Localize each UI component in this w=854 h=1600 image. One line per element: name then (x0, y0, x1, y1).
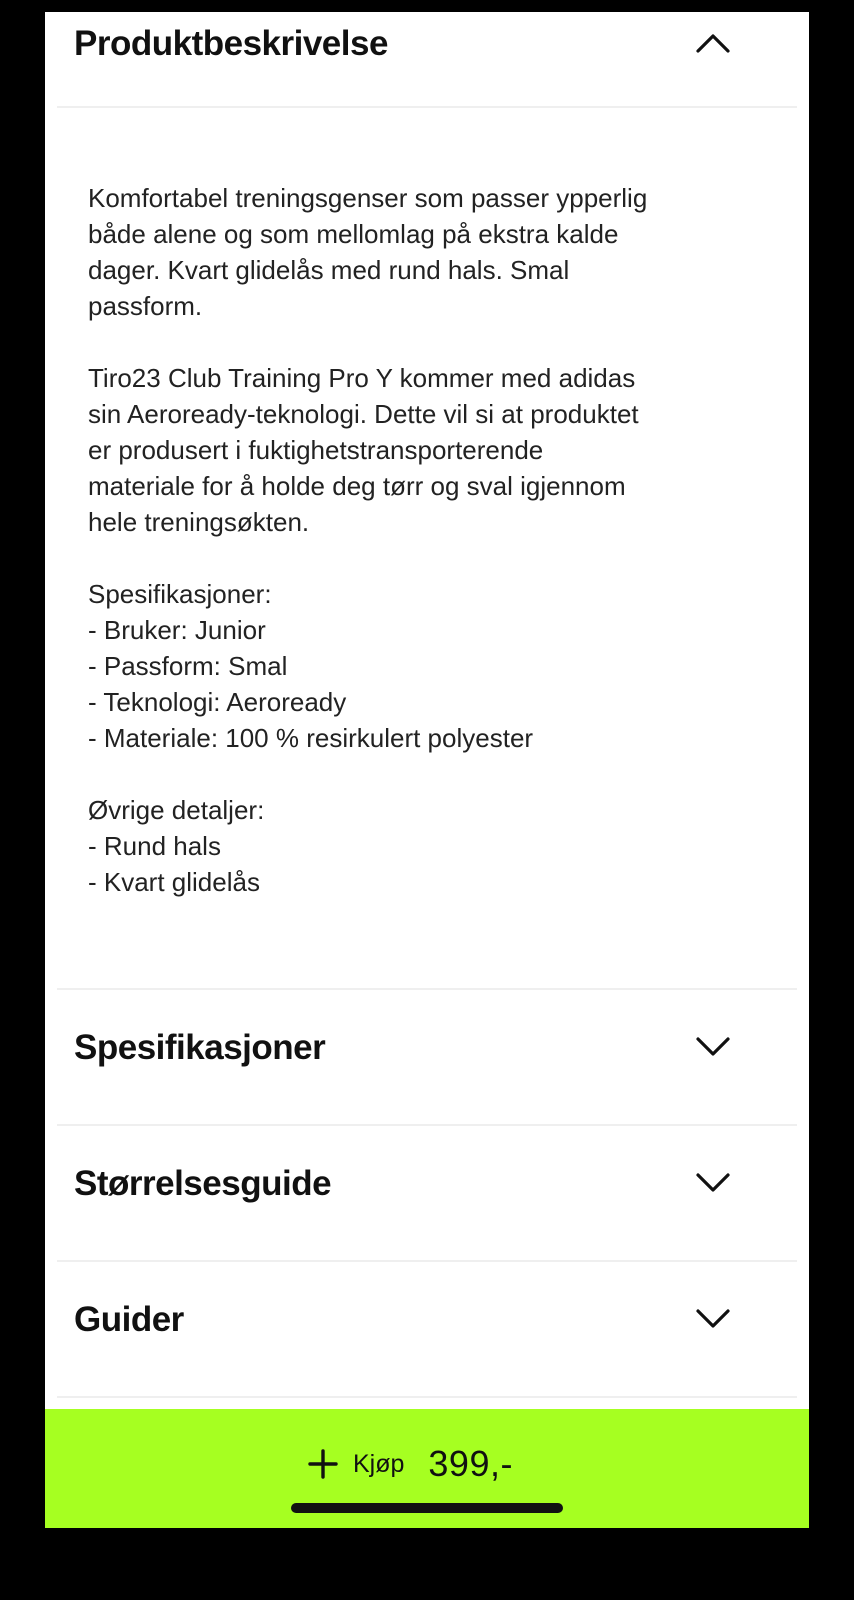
plus-icon (307, 1448, 339, 1480)
buy-bar (45, 1409, 809, 1528)
product-details-screen (45, 12, 809, 1528)
accordion-title-size-guide: Størrelsesguide (74, 1164, 332, 1203)
chevron-up-icon[interactable] (693, 24, 733, 64)
divider (57, 106, 797, 108)
description-paragraph-specifications: Spesifikasjoner: - Bruker: Junior - Passform: Smal - Teknologi: Aeroready - Materiale: 100 % resirkulert polyester (88, 579, 534, 753)
accordion-title-guides: Guider (74, 1300, 184, 1339)
description-paragraph-intro: Komfortabel treningsgenser som passer ypperlig både alene og som mellomlag på ekstra kalde dager. Kvart glidelås med rund hals. Smal passform. (88, 183, 648, 321)
accordion-title-specifications: Spesifikasjoner (74, 1028, 326, 1067)
divider (57, 1396, 797, 1398)
buy-label: Kjøp (353, 1449, 405, 1478)
chevron-down-icon[interactable] (693, 1026, 733, 1066)
accordion-header-description[interactable] (45, 12, 809, 92)
chevron-down-icon[interactable] (693, 1298, 733, 1338)
chevron-down-icon[interactable] (693, 1162, 733, 1202)
accordion-title-description: Produktbeskrivelse (74, 24, 388, 63)
home-indicator (291, 1503, 563, 1513)
description-paragraph-technology: Tiro23 Club Training Pro Y kommer med adidas sin Aeroready-teknologi. Dette vil si at produktet er produsert i fuktighetstransporterende materiale for å holde deg tørr og sval igjennom hele treningsøkten. (88, 363, 639, 537)
description-paragraph-details: Øvrige detaljer: - Rund hals - Kvart glidelås (88, 795, 265, 897)
accordion-header-guides[interactable] (45, 1262, 809, 1342)
buy-price: 399,- (428, 1443, 513, 1484)
accordion-header-size-guide[interactable] (45, 1126, 809, 1206)
product-description (88, 180, 768, 900)
accordion-header-specifications[interactable] (45, 990, 809, 1070)
